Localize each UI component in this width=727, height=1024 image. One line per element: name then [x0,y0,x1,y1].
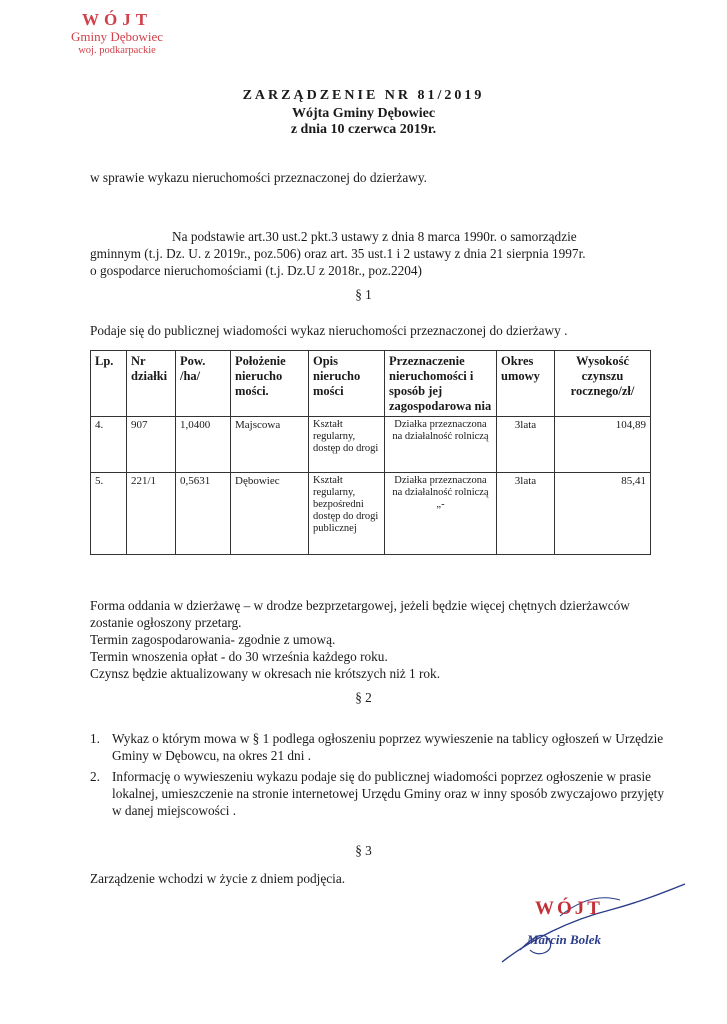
closing-statement: Zarządzenie wchodzi w życie z dniem podjęcia. [90,871,346,886]
cell-przeznaczenie: Działka przeznaczona na działalność rolniczą [385,417,497,473]
note-line: Termin zagospodarowania- zgodnie z umową. [90,632,336,647]
cell-opis: Kształt regularny, bezpośredni dostęp do drogi publicznej [309,473,385,555]
signature-name: Marcin Bolek [527,932,602,947]
lease-notes [90,597,670,682]
note-line: Termin wnoszenia opłat - do 30 września każdego roku. [90,649,388,664]
cell-polozenie: Dębowiec [231,473,309,555]
legal-basis [90,228,670,279]
table-row [91,417,651,473]
list-item-text: Informację o wywieszeniu wykazu podaje się do publicznej wiadomości poprzez ogłoszenie w prasie lokalnej, umieszczenie na stronie internetowej Urzędu Gminy oraz w inny sposób zwyczajowo przyjęty w danej miejscowości . [112,769,665,818]
cell-nr: 907 [127,417,176,473]
section-1-intro: Podaje się do publicznej wiadomości wykaz nieruchomości przeznaczonej do dzierżawy . [90,323,568,338]
cell-przeznaczenie-mark: „- [436,499,445,510]
note-line: Forma oddania w dzierżawę – w drodze bezprzetargowej, jeżeli będzie więcej chętnych dzierżawców zostanie ogłoszony przetarg. [90,598,630,630]
cell-opis: Kształt regularny, dostęp do drogi [309,417,385,473]
handwritten-signature [490,880,690,970]
document-date: z dnia 10 czerwca 2019r. [290,122,437,137]
cell-przeznaczenie-text: Działka przeznaczona na działalność rolniczą [392,475,489,498]
cell-okres: 3lata [497,473,555,555]
cell-czynsz: 85,41 [555,473,651,555]
list-item-number: 1. [90,731,100,746]
header-opis: Opis nierucho mości [309,351,385,417]
table-row [91,473,651,555]
cell-polozenie: Majscowa [231,417,309,473]
cell-pow: 1,0400 [176,417,231,473]
header-pow: Pow. /ha/ [176,351,231,417]
cell-lp: 4. [91,417,127,473]
cell-pow: 0,5631 [176,473,231,555]
cell-przeznaczenie [385,473,497,555]
stamp-voivodeship: woj. podkarpackie [78,45,156,56]
section-1-heading: § 1 [355,287,372,302]
cell-okres: 3lata [497,417,555,473]
signature-title: WÓJT [535,898,603,919]
note-line: Czynsz będzie aktualizowany w okresach nie krótszych niż 1 rok. [90,666,441,681]
header-nr: Nr działki [127,351,176,417]
list-item-text: Wykaz o którym mowa w § 1 podlega ogłoszeniu poprzez wywieszenie na tablicy ogłoszeń w Urzędzie Gminy w Dębowcu, na okres 21 dni . [112,731,664,763]
cell-nr: 221/1 [127,473,176,555]
table-header-row [91,351,651,417]
section-2-heading: § 2 [355,690,372,705]
section-2-list [90,730,675,823]
legal-basis-line: gminnym (t.j. Dz. U. z 2019r., poz.506) oraz art. 35 ust.1 i 2 ustawy z dnia 21 sierpnia 1997r. [90,246,586,261]
document-issuer: Wójta Gminy Dębowiec [291,106,436,121]
section-3-heading: § 3 [355,843,372,858]
header-lp: Lp. [91,351,127,417]
list-item [90,768,675,819]
stamp-title: WÓJT [81,10,153,29]
legal-basis-line: Na podstawie art.30 ust.2 pkt.3 ustawy z dnia 8 marca 1990r. o samorządzie [172,229,577,244]
document-subject: w sprawie wykazu nieruchomości przeznaczonej do dzierżawy. [90,170,427,185]
document-title: ZARZĄDZENIE NR 81/2019 [242,88,485,103]
header-przeznaczenie: Przeznaczenie nieruchomości i sposób jej zagospodarowa nia [385,351,497,417]
list-item [90,730,675,764]
header-czynsz: Wysokość czynszu rocznego/zł/ [555,351,651,417]
cell-lp: 5. [91,473,127,555]
office-stamp [52,10,182,57]
header-okres: Okres umowy [497,351,555,417]
list-item-number: 2. [90,769,100,784]
header-polozenie: Położenie nierucho mości. [231,351,309,417]
cell-czynsz: 104,89 [555,417,651,473]
stamp-municipality: Gminy Dębowiec [70,29,164,44]
property-table [90,350,651,555]
legal-basis-line: o gospodarce nieruchomościami (t.j. Dz.U z 2018r., poz.2204) [90,263,422,278]
